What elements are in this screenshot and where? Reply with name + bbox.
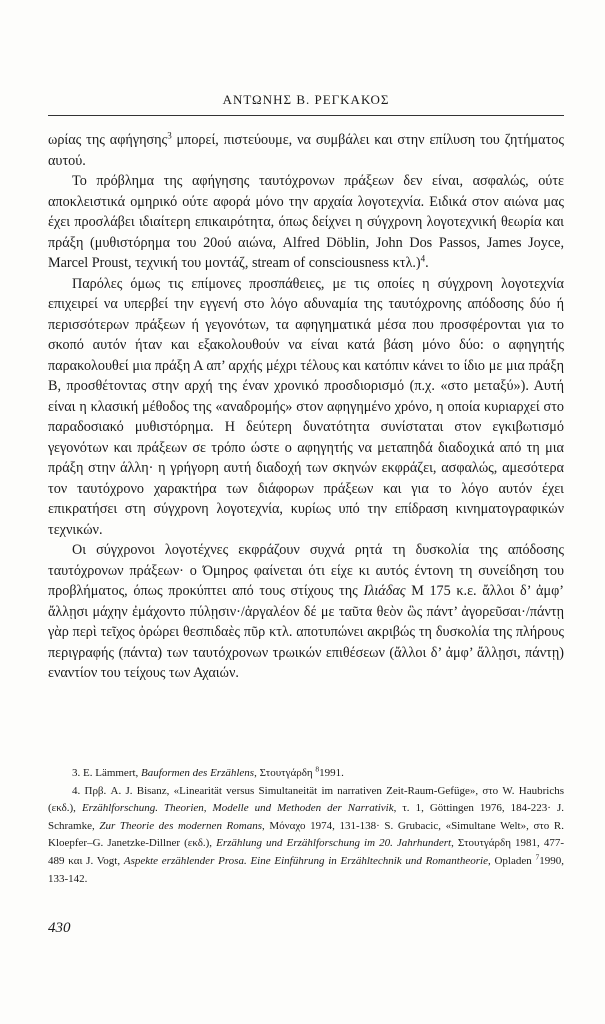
paragraph-3: Παρόλες όμως τις επίμονες προσπάθειες, με τις οποίες η σύγχρονη λογοτεχνία επιχειρεί να υπερβεί την εγγενή στο λόγο αδυναμία της ταυτόχρονης απόδοσης δύο ή περισσότερων πράξεων ή γεγονότων, τα αφηγηματικά μέσα που προσφέρονται για το σκοπό αυτόν ήταν και εξακολουθούν να είναι κατά βάση μόνο δύο: ο αφηγητής παρακολουθεί μια πράξη Α απ’ αρχής μέχρι τέλους και κατόπιν κάνει το ίδιο με μια πράξη Β, προσθέτοντας στην αρχή της έναν χρονικό προσδιορισμό (π.χ. «στο μεταξύ»). Αυτή είναι η κλασική μέθοδος της «αναδρομής» στον αφηγημένο χρόνο, η οποία κυριαρχεί στο παραδοσιακό μυθιστόρημα. Η δεύτερη δυνατότητα συνίσταται στον εγκιβωτισμό γεγονότων και πράξεων σε τρόπο ώστε ο αφηγητής να μεταπηδά διαδοχικά από τη μια πράξη στην άλλη· η γρήγορη αυτή διαδοχή των σκηνών εκφράζει, ασφαλώς, αμεσότερα τον ταυτόχρονο χαρακτήρα των διάφορων πράξεων και για το λόγο αυτόν έχει επικρατήσει στη σύγχρονη λογοτεχνία, κυρίως υπό την επίδραση κινηματογραφικών τεχνικών. xyxy=(48,275,564,538)
page-number: 430 xyxy=(48,920,71,936)
footnote-3: 3. E. Lämmert, Bauformen des Erzählens, Στουτγάρδη $^8$1991. xyxy=(72,764,344,779)
footnote-4: 4. Πρβ. A. J. Bisanz, «Linearität versus Simultaneität im narrativen Zeit-Raum-Gefüge», στο W. Haubrichs (εκδ.), Erzählforschung. Theorien, Modelle und Methoden der Narrativik, τ. 1, Göttingen 1976, 184-223· J. Schramke, Zur Theorie des modernen Romans, Μόναχο 1974, 131-138· S. Grubacic, «Simultane Welt», στο R. Kloepfer–G. Janetzke-Dillner (εκδ.), Erzählung und Erzählforschung im 20. Jahrhundert, Στουτγάρδη 1981, 477-489 και J. Vogt, Aspekte erzählender Prosa. Eine Einführung in Erzähltechnik und Romantheorie, Opladen $^7$1990, 133-142. xyxy=(48,784,565,885)
footnote-ref-3[interactable]: 3 xyxy=(167,130,172,141)
footnote-ref-4[interactable]: 4 xyxy=(420,253,426,264)
paragraph-2: Το πρόβλημα της αφήγησης ταυτόχρονων πράξεων δεν είναι, ασφαλώς, ούτε αποκλειστικά ομηρικό ούτε αφορά μόνο την αρχαία λογοτεχνία. Ειδικά στον αιώνα μας έχει προσλάβει ιδιαίτερη επικαιρότητα, όπως δείχνει η σύγχρονη λογοτεχνική θεωρία και πράξη (μυθιστόρημα του 20ού αιώνα, Alfred Döblin, John Dos Passos, James Joyce, Marcel Proust, τεχνική του μοντάζ, stream of consciousness κτλ.)$^4$. xyxy=(48,173,564,271)
paragraph-4: Οι σύγχρονοι λογοτέχνες εκφράζουν συχνά ρητά τη δυσκολία της απόδοσης ταυτόχρονων πράξεων· ο Όμηρος φαίνεται ότι είχε κι αυτός έντονη τη συνείδηση του προβλήματος, όπως προκύπτει από τους στίχους της Ιλιάδας Μ 175 κ.ε. ἄλλοι δ’ ἀμφ’ ἄλλῃσι μάχην ἐμάχοντο πύλῃσιν·/ἀργαλέον δέ με ταῦτα θεὸν ὣς πάντ’ ἀγορεῦσαι·/πάντῃ γὰρ περὶ τεῖχος ὀρώρει θεσπιδαὲς πῦρ κτλ. αποτυπώνει ακριβώς τη δυσκολία της πλήρους περιγραφής (πάντα) των ταυτόχρονων τρωικών επιθέσεων (ἄλλοι δ’ ἀμφ’ ἄλλῃσι, πάντῃ) εναντίον του τείχους των Αχαιών. xyxy=(48,542,564,681)
running-header: ΑΝΤΩΝΗΣ Β. ΡΕΓΚΑΚΟΣ xyxy=(222,92,390,107)
paragraph-1: ωρίας της αφήγησης$^3$ μπορεί, πιστεύουμε, να συμβάλει και στην επίλυση του ζητήματος αυτού. xyxy=(48,130,564,169)
footnotes xyxy=(48,765,564,888)
main-text xyxy=(48,130,564,684)
header-rule xyxy=(48,115,564,116)
